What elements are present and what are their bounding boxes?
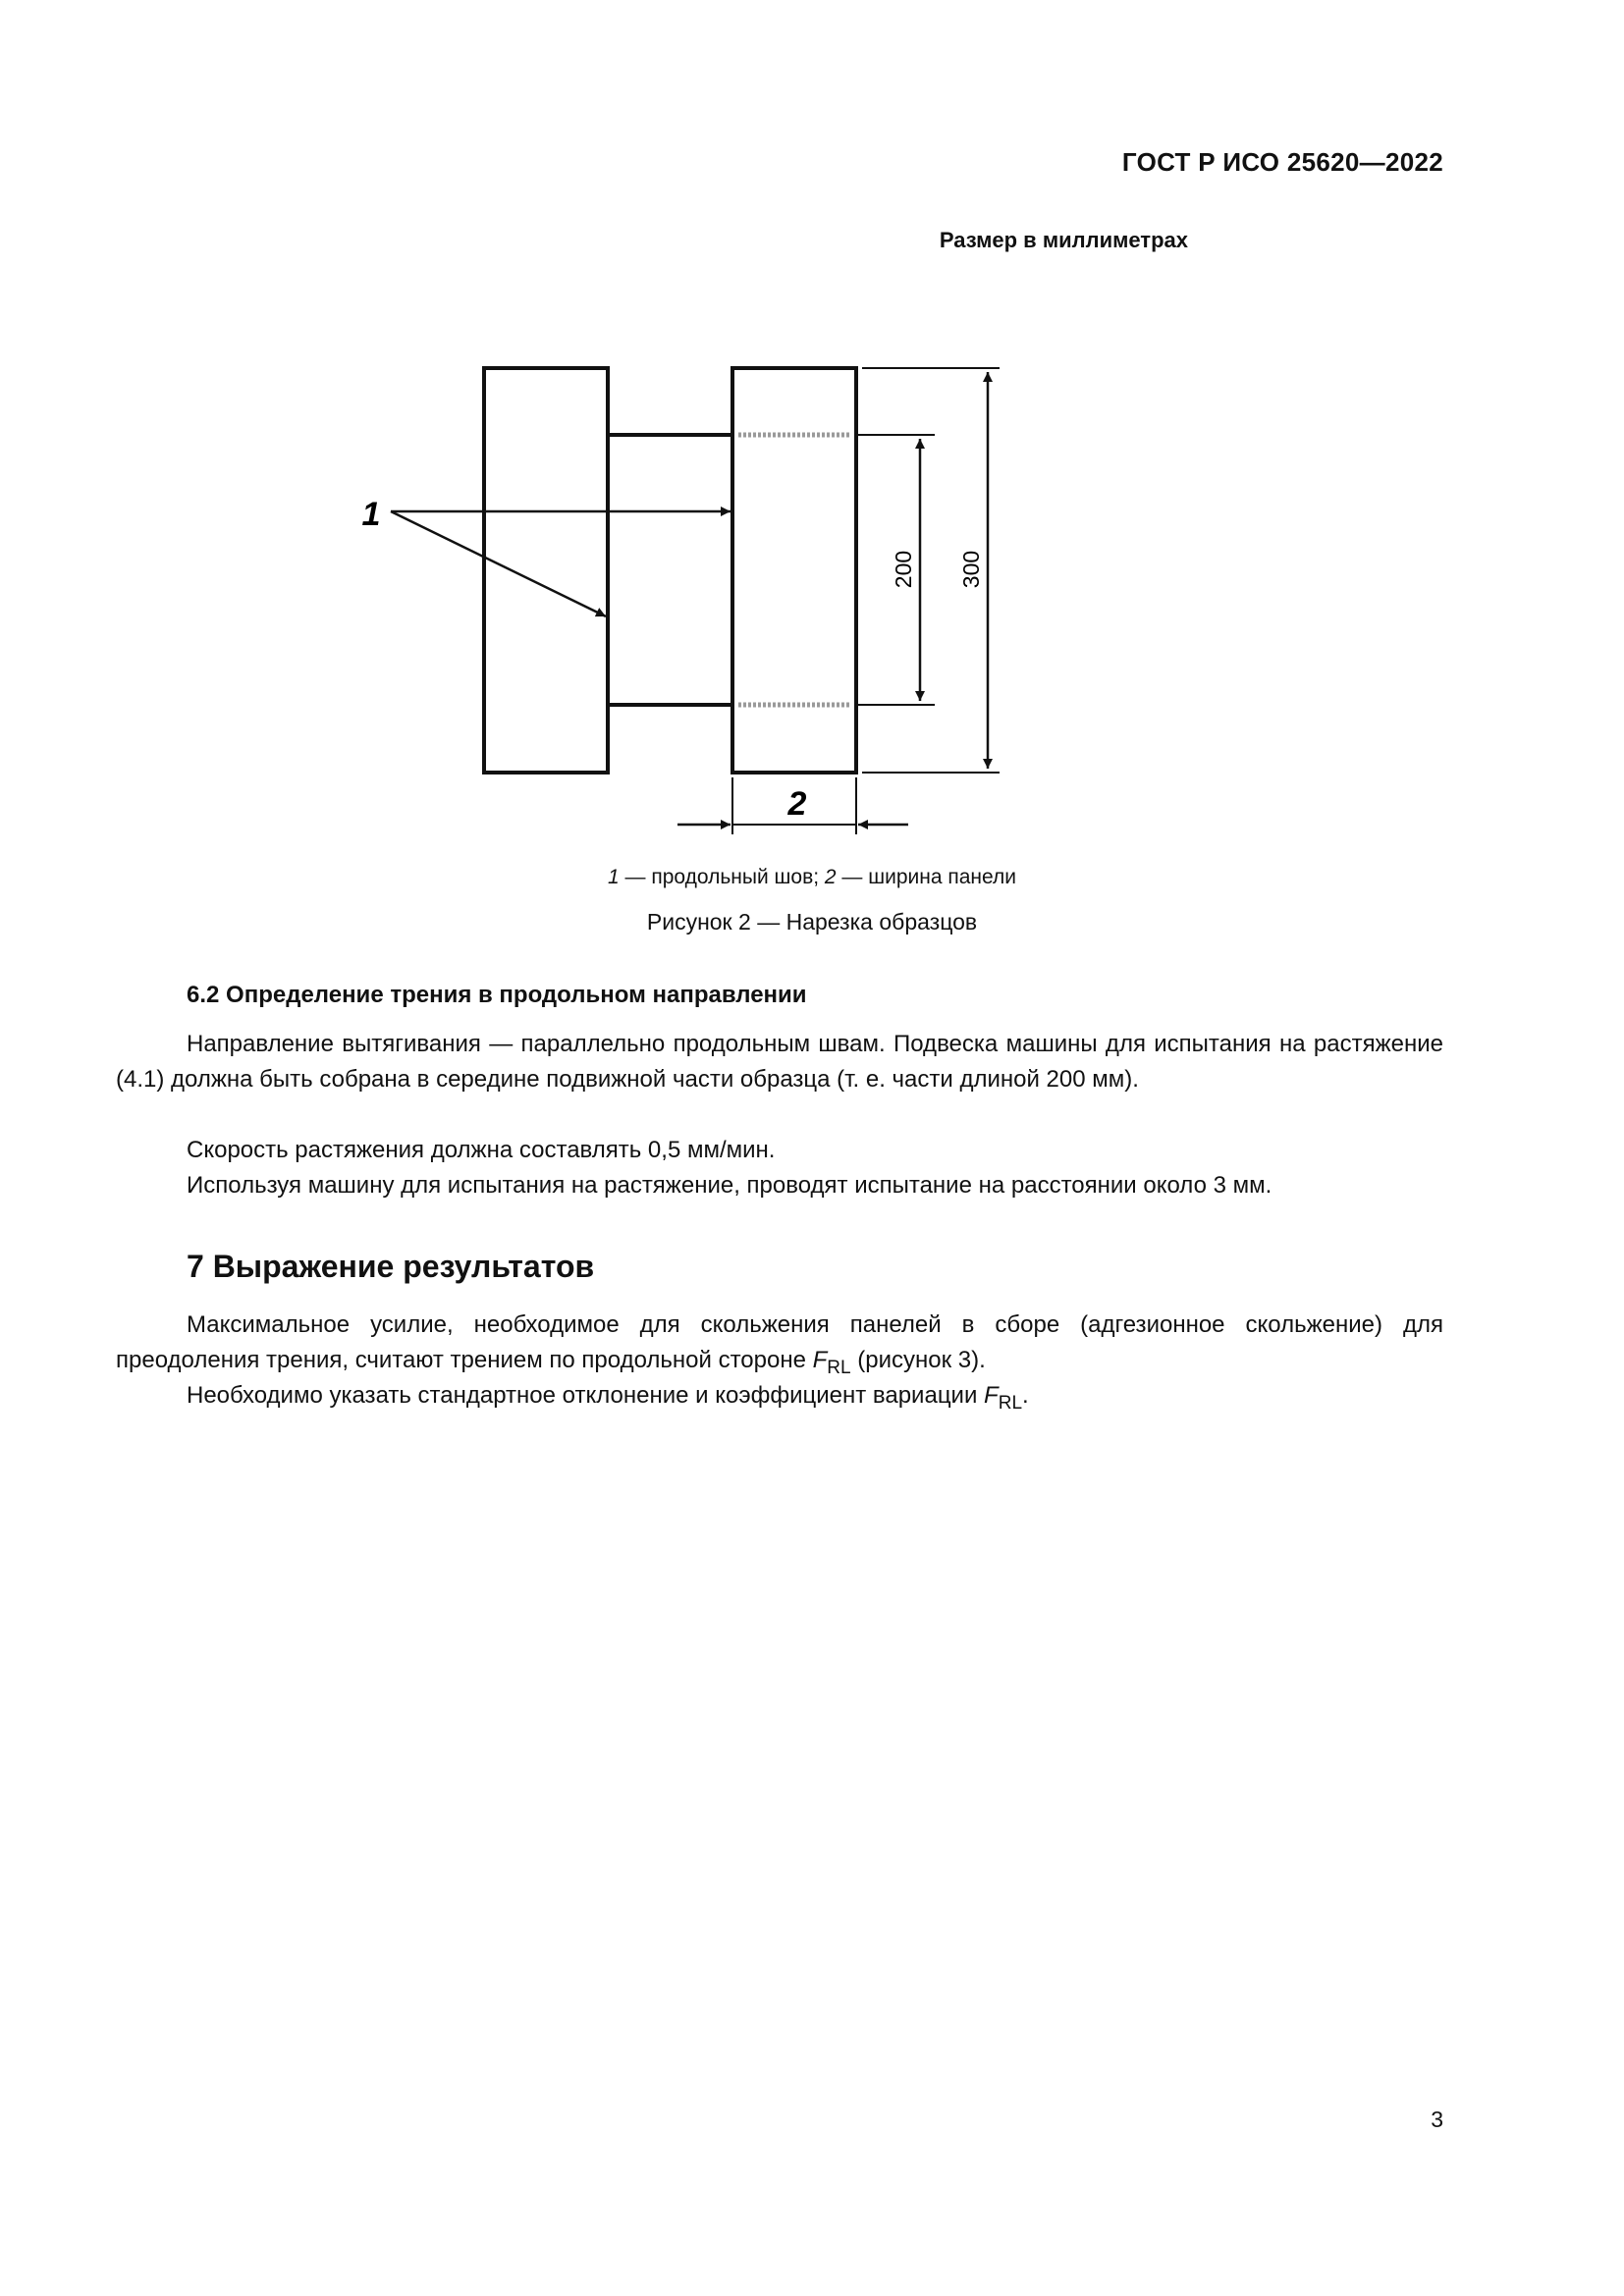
section-6-2-paragraph-3: Используя машину для испытания на растяжение, проводят испытание на расстоянии около 3 мм. <box>187 1172 1272 1199</box>
callout-1-leader-b <box>391 511 606 616</box>
dimension-300-label: 300 <box>958 550 984 589</box>
figure-caption: Рисунок 2 — Нарезка образцов <box>646 909 978 934</box>
figure-2-diagram <box>0 324 1624 834</box>
frl-subscript: RL <box>827 1358 851 1378</box>
standard-code-header: ГОСТ Р ИСО 25620—2022 <box>1121 147 1443 177</box>
section-7-p1-tail: (рисунок 3). <box>850 1347 986 1373</box>
section-7-paragraph-1 <box>116 1308 1443 1386</box>
figure-legend <box>295 866 1329 889</box>
section-6-2-title: 6.2 Определение трения в продольном направлении <box>187 982 807 1008</box>
callout-2-label: 2 <box>787 785 807 823</box>
legend-item1-text: — продольный шов; <box>619 866 825 888</box>
section-7-title: 7 Выражение результатов <box>187 1249 595 1284</box>
right-panel <box>732 368 856 773</box>
callout-1-label: 1 <box>361 496 381 533</box>
legend-item2-number: 2 <box>824 866 837 888</box>
section-7-p2-text: Необходимо указать стандартное отклонение и коэффициент вариации <box>187 1382 985 1409</box>
left-panel <box>484 368 608 773</box>
section-7-paragraph-2 <box>116 1378 1443 1421</box>
frl-symbol-2: F <box>984 1382 999 1409</box>
legend-item1-number: 1 <box>608 866 620 888</box>
section-6-2-paragraph-1: Направление вытягивания — параллельно продольным швам. Подвеска машины для испытания на растяжение (4.1) должна быть собрана в середине подвижной части образца (т. е. части длиной 200 мм). <box>116 1031 1443 1093</box>
section-7-p1-text: Максимальное усилие, необходимое для скольжения панелей в сборе (адгезионное скольжение) для преодоления трения, считают трением по продольной стороне <box>116 1311 1443 1373</box>
section-6-2-paragraph-2: Скорость растяжения должна составлять 0,5 мм/мин. <box>187 1137 776 1163</box>
legend-item2-text: — ширина панели <box>836 866 1016 888</box>
section-7-p2-tail: . <box>1022 1382 1029 1409</box>
dimension-200-label: 200 <box>891 550 916 589</box>
frl-symbol: F <box>812 1347 828 1373</box>
units-note: Размер в миллиметрах <box>939 228 1188 252</box>
frl-subscript-2: RL <box>998 1393 1023 1414</box>
page-number: 3 <box>1431 2107 1443 2132</box>
